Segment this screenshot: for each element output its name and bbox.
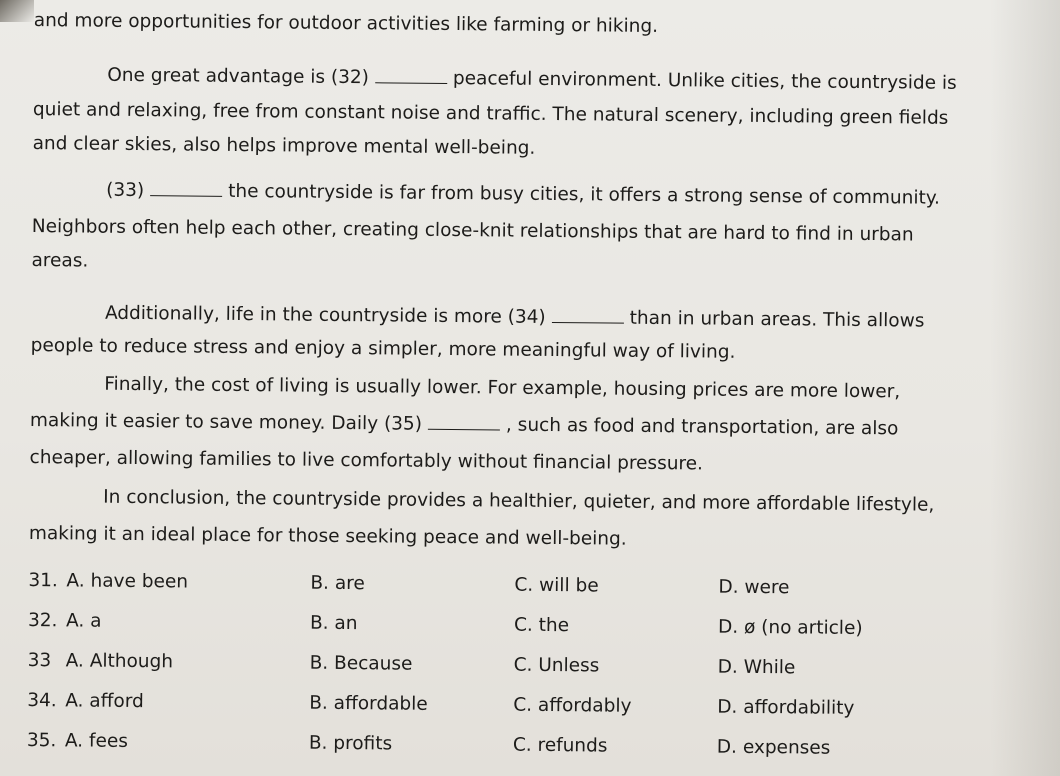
passage-line: making it an ideal place for those seeking peace and well-being. [28,522,627,550]
passage-line: quiet and relaxing, free from constant noise and traffic. The natural scenery, including green fields [32,98,949,129]
option-a[interactable]: A. Although [65,650,174,673]
passage-line-q32 [107,64,957,94]
blank-32 [375,82,447,84]
question-34 [27,689,987,725]
question-number: 34. [27,689,57,712]
option-b[interactable]: B. affordable [309,692,428,715]
question-number: 32. [27,609,58,632]
question-35 [26,729,987,765]
option-a[interactable]: A. have been [66,570,189,593]
question-32 [27,609,988,645]
option-c[interactable]: C. Unless [513,654,600,677]
option-d[interactable]: D. were [718,576,790,599]
option-a[interactable]: A. fees [64,730,129,752]
page-edge-shadow [990,0,1060,776]
passage-line-q33 [106,179,941,209]
passage-line: and more opportunities for outdoor activities like farming or hiking. [33,9,659,37]
passage-line: areas. [31,249,89,272]
passage-line-q34 [104,302,925,332]
blank-34 [552,322,624,324]
option-d[interactable]: D. expenses [716,736,831,759]
passage-text: One great advantage is (32) [107,64,370,89]
passage-text: making it easier to save money. Daily (35) [29,409,423,435]
question-33 [27,649,988,685]
option-d[interactable]: D. affordability [717,696,855,719]
option-a[interactable]: A. a [65,610,102,632]
option-a[interactable]: A. afford [65,690,144,713]
passage-text: , such as food and transportation, are also [505,414,899,440]
option-c[interactable]: C. affordably [513,694,632,717]
option-b[interactable]: B. profits [308,732,393,755]
question-number: 35. [26,729,57,752]
page-corner-shadow [0,0,34,22]
question-number: 31. [28,569,58,592]
passage-line: Neighbors often help each other, creating close-knit relationships that are hard to find in urban [31,215,914,246]
passage-text: Additionally, life in the countryside is more (34) [104,302,546,328]
passage-line: and clear skies, also helps improve mental well-being. [32,132,536,159]
option-c[interactable]: C. will be [514,574,599,597]
blank-33 [150,195,222,197]
option-c[interactable]: C. the [513,614,570,637]
option-d[interactable]: D. ø (no article) [717,616,863,639]
passage-text: (33) [106,179,145,202]
passage-text: the countryside is far from busy cities, it offers a strong sense of community. [228,180,941,209]
option-c[interactable]: C. refunds [512,734,608,757]
option-b[interactable]: B. an [309,612,358,635]
question-list [26,569,989,759]
option-d[interactable]: D. While [717,656,796,679]
passage-line-q35 [29,409,899,440]
option-b[interactable]: B. are [310,572,365,595]
reading-passage [26,0,984,759]
option-b[interactable]: B. Because [309,652,413,675]
question-number: 33 [27,649,52,672]
passage-text: than in urban areas. This allows [629,307,925,332]
passage-line: cheaper, allowing families to live comfortably without financial pressure. [29,446,704,475]
passage-line: Finally, the cost of living is usually lower. For example, housing prices are more lower, [104,373,901,403]
passage-text: peaceful environment. Unlike cities, the countryside is [452,68,957,94]
blank-35 [428,429,500,431]
question-31 [28,569,988,605]
passage-line: In conclusion, the countryside provides a healthier, quieter, and more affordable lifestyle, [103,486,935,516]
passage-line: people to reduce stress and enjoy a simpler, more meaningful way of living. [30,334,736,363]
